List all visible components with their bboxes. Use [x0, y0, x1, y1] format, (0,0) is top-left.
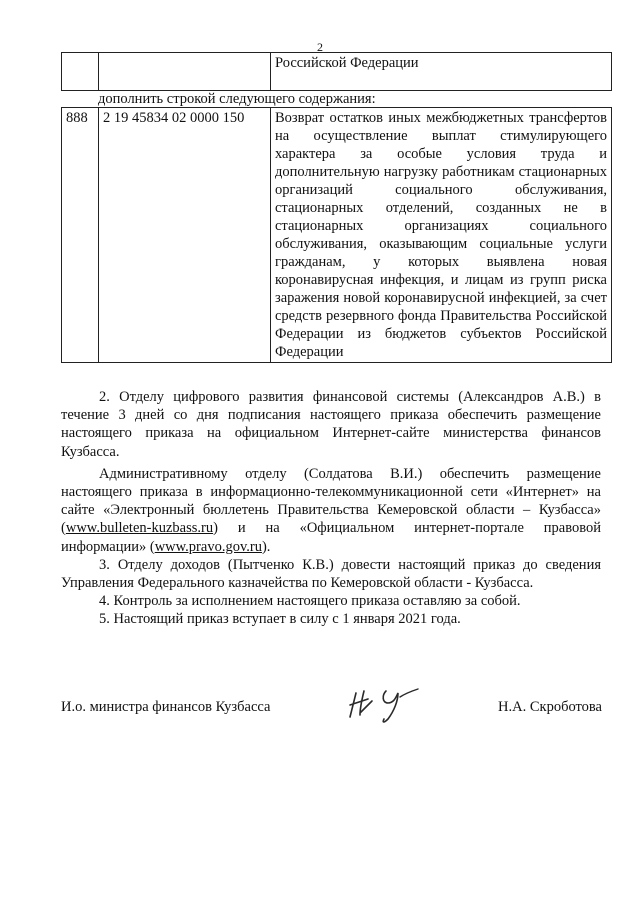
row-number-cell	[62, 53, 99, 91]
bulleten-link[interactable]: www.bulleten-kuzbass.ru	[65, 520, 214, 537]
row-code-cell	[99, 53, 271, 91]
paragraph-text: ) и на «Официальном интернет-портале правовой информации» (	[61, 520, 601, 555]
top-table	[61, 52, 612, 91]
paragraph-text: Административному отделу (Солдатова В.И.) обеспечить размещение настоящего приказа в информационно-телекоммуникационной сети «Интернет» на сайте «Электронный бюллетень Правительства Кемеровской области – Кузбасса» (	[61, 465, 601, 537]
row-text-cell: Российской Федерации	[271, 53, 612, 91]
page-number: 2	[317, 40, 323, 54]
table-row	[62, 108, 612, 363]
row-text-cell: Возврат остатков иных межбюджетных трансфертов на осуществление выплат стимулирующего характера за особые условия труда и дополнительную нагрузку работникам стационарных организаций социального обслуживания, стационарных отделений, созданных не в стационарных организациях социального обслуживания, оказывающим социальные услуги гражданам, у которых выявлена новая коронавирусная инфекция, и лицам из групп риска заражения новой коронавирусной инфекцией, за счет средств резервного фонда Правительства Российской Федерации из бюджетов субъектов Российской Федерации	[271, 108, 612, 363]
intro-line: дополнить строкой следующего содержания:	[98, 91, 376, 107]
paragraph-2-admin	[61, 465, 601, 556]
row-code-cell: 2 19 45834 02 0000 150	[99, 108, 271, 363]
paragraph-5: 5. Настоящий приказ вступает в силу с 1 января 2021 года.	[99, 611, 461, 628]
new-row-table	[61, 107, 612, 363]
pravo-link[interactable]: www.pravo.gov.ru	[154, 538, 262, 555]
signatory-role: И.о. министра финансов Кузбасса	[61, 699, 271, 715]
table-row	[62, 53, 612, 91]
paragraph-text: ).	[261, 538, 271, 555]
paragraph-4: 4. Контроль за исполнением настоящего приказа оставляю за собой.	[99, 593, 521, 610]
order-body	[61, 388, 601, 629]
signatory-name: Н.А. Скроботова	[498, 699, 602, 715]
paragraph-2: 2. Отделу цифрового развития финансовой системы (Александров А.В.) в течение 3 дней со дня подписания настоящего приказа обеспечить размещение настоящего приказа на официальном Интернет-сайте министерства финансов Кузбасса.	[61, 389, 601, 460]
paragraph-3: 3. Отделу доходов (Пытченко К.В.) довести настоящий приказ до сведения Управления Федерального казначейства по Кемеровской области - Кузбасса.	[61, 556, 601, 592]
row-number-cell: 888	[62, 108, 99, 363]
handwritten-signature	[342, 683, 422, 725]
